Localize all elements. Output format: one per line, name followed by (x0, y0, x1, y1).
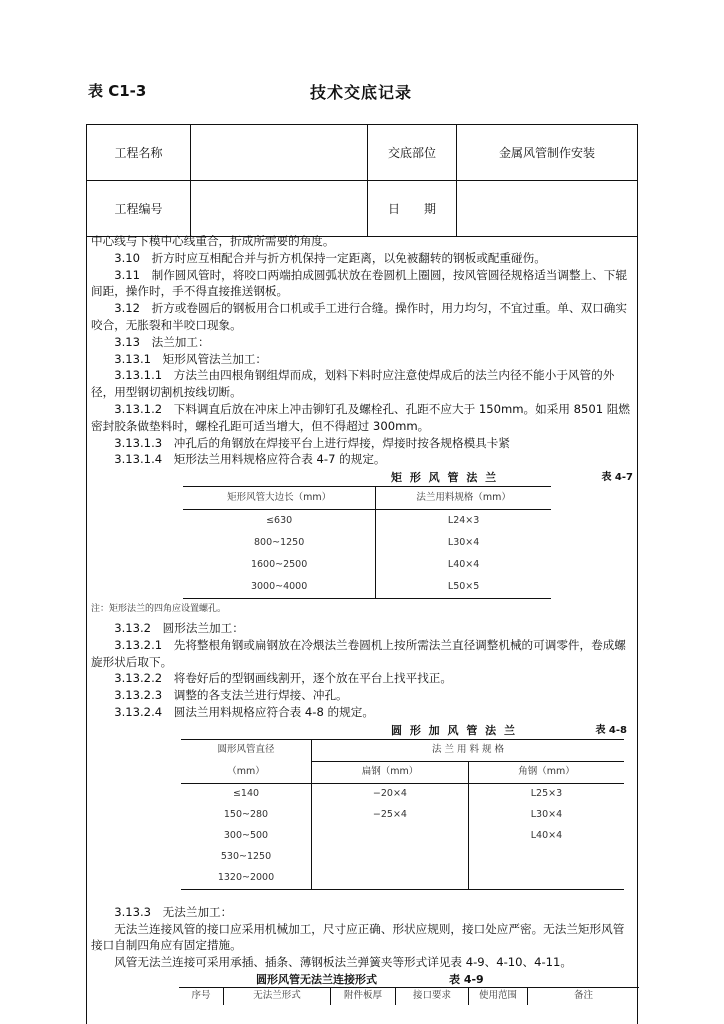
table-header: 序号 (179, 987, 224, 1005)
paragraph: 3.13.1 矩形风管法兰加工： (114, 351, 268, 366)
table-cell: L30×4 (447, 536, 480, 548)
table-4-7 (183, 486, 551, 599)
paragraph: 3.13.2 圆形法兰加工： (114, 620, 244, 635)
table-cell (468, 847, 624, 868)
part-label: 交底部位 (368, 125, 457, 181)
project-no-value (191, 181, 368, 237)
paragraph: 3.13.2.2 将卷好后的型钢画线割开，逐个放在平台上找平找正。 (114, 671, 452, 686)
table-cell (312, 868, 469, 890)
table-header: 矩形风管大边长（mm） (183, 487, 376, 510)
table-4-7-number: 表 4-7 (601, 472, 633, 484)
date-label: 日 期 (368, 181, 457, 237)
table-cell: L40×4 (447, 558, 480, 570)
table-cell: L25×3 (530, 787, 563, 799)
table-row (183, 510, 551, 533)
paragraph: 3.13.1.2 下料调直后放在冲床上冲击铆钉孔及螺栓孔、孔距不应大于 150mm。如采用 8501 阻燃密封胶条做垫料时，螺栓孔距可适当增大，但不得超过 300mm。 (91, 401, 630, 433)
paragraph: 3.13.2.4 圆法兰用料规格应符合表 4-8 的规定。 (114, 704, 374, 719)
paragraph: 3.13.1.4 矩形法兰用料规格应符合表 4-7 的规定。 (114, 452, 386, 467)
content-body (91, 233, 635, 1005)
table-row (181, 783, 624, 805)
table-4-8 (181, 739, 624, 890)
table-row (183, 554, 551, 576)
form-number: 表 C1-3 (88, 82, 147, 100)
table-4-7-title: 矩 形 风 管 法 兰 (391, 471, 499, 485)
document-title: 技术交底记录 (310, 83, 413, 102)
paragraph: 3.13 法兰加工： (114, 334, 210, 349)
table-header: 法 兰 用 料 规 格 (312, 739, 625, 761)
paragraph: 3.12 折方或卷圆后的钢板用合口机或手工进行合缝。操作时，用力均匀，不宜过重。单、双口确实咬合，无胀裂和半咬口现象。 (91, 301, 627, 332)
table-4-9-number: 表 4-9 (449, 972, 484, 986)
table-header: 无法兰形式 (224, 987, 331, 1005)
table-row (183, 532, 551, 554)
table-cell: 1600~2500 (183, 554, 376, 576)
table-cell: L24×3 (447, 514, 480, 526)
paragraph: 3.13.2.1 先将整根角钢或扁钢放在冷煨法兰卷圆机上按所需法兰直径调整机械的可调零件，卷成螺旋形状后取下。 (91, 637, 626, 669)
table-header: 法兰用料规格（mm） (376, 487, 551, 510)
table-4-7-caption (91, 470, 635, 486)
table-header: 附件板厚 (331, 987, 396, 1005)
table-cell: 1320~2000 (181, 868, 312, 890)
table-cell: 150~280 (181, 805, 312, 826)
table-row (181, 868, 624, 890)
table-row (181, 847, 624, 868)
table-row (183, 576, 551, 599)
paragraph: 3.13.1.3 冲孔后的角钢放在焊接平台上进行焊接，焊接时按各规格模具卡紧 (114, 435, 510, 450)
table-header: 接口要求 (396, 987, 469, 1005)
table-header: 圆形风管直径 (181, 739, 312, 761)
table-cell: −25×4 (312, 805, 469, 826)
paragraph: 3.11 制作圆风管时，将咬口两端拍成圆弧状放在卷圆机上圈圆，按风管圆径规格适当调整上、下辊间距，操作时，手不得直接推送钢板。 (91, 267, 627, 299)
table-cell: ≤140 (181, 783, 312, 805)
paragraph: 中心线与下模中心线重合，折成所需要的角度。 (91, 234, 335, 248)
table-header: 备注 (573, 990, 593, 1002)
table-4-9 (179, 987, 639, 1005)
table-cell (312, 847, 469, 868)
paragraph: 3.13.1.1 方法兰由四根角钢组焊而成，划料下料时应注意使焊成后的法兰内径不能小于风管的外径，用型钢切割机按线切断。 (91, 368, 615, 400)
table-header: 角钢（mm） (468, 761, 624, 783)
paragraph: 无法兰连接风管的接口应采用机械加工，尺寸应正确、形状应规则，接口处应严密。无法兰矩形风管接口自制四角应有固定措施。 (91, 921, 625, 953)
table-cell: L40×4 (530, 829, 563, 841)
part-value: 金属风管制作安装 (457, 125, 638, 181)
table-header: 使用范围 (469, 987, 528, 1005)
paragraph: 3.10 折方时应互相配合并与折方机保持一定距离，以免被翻转的钢板或配重碰伤。 (114, 250, 546, 265)
project-name-label: 工程名称 (87, 125, 191, 181)
table-cell: −20×4 (312, 783, 469, 805)
table-cell: 530~1250 (181, 847, 312, 868)
project-no-label: 工程编号 (87, 181, 191, 237)
project-name-value (191, 125, 368, 181)
table-4-8-number: 表 4-8 (595, 724, 627, 736)
table-4-7-note: 注：矩形法兰的四角应设置螺孔。 (91, 604, 227, 615)
table-row (181, 805, 624, 826)
paragraph: 3.13.3 无法兰加工： (114, 904, 233, 919)
table-cell: 800~1250 (183, 532, 376, 554)
table-cell (312, 826, 469, 847)
table-cell: 3000~4000 (183, 576, 376, 599)
table-4-9-caption (91, 972, 635, 987)
table-header: 扁钢（mm） (312, 761, 469, 783)
paragraph: 风管无法兰连接可采用承插、插条、薄钢板法兰弹簧夹等形式详见表 4-9、4-10、4-11。 (114, 955, 573, 970)
table-4-9-title: 圆形风管无法兰连接形式 (256, 972, 377, 986)
table-cell: L50×5 (447, 580, 480, 592)
table-cell: L30×4 (530, 808, 563, 820)
table-row (181, 826, 624, 847)
table-4-8-title: 圆 形 加 风 管 法 兰 (391, 723, 517, 737)
table-cell: ≤630 (183, 510, 376, 533)
date-value (457, 181, 638, 237)
table-header: （mm） (181, 761, 312, 783)
table-cell (468, 868, 624, 890)
paragraph: 3.13.2.3 调整的各支法兰进行焊接、冲孔。 (114, 688, 348, 703)
table-4-8-caption (91, 723, 635, 739)
info-table (86, 124, 638, 237)
table-cell: 300~500 (181, 826, 312, 847)
